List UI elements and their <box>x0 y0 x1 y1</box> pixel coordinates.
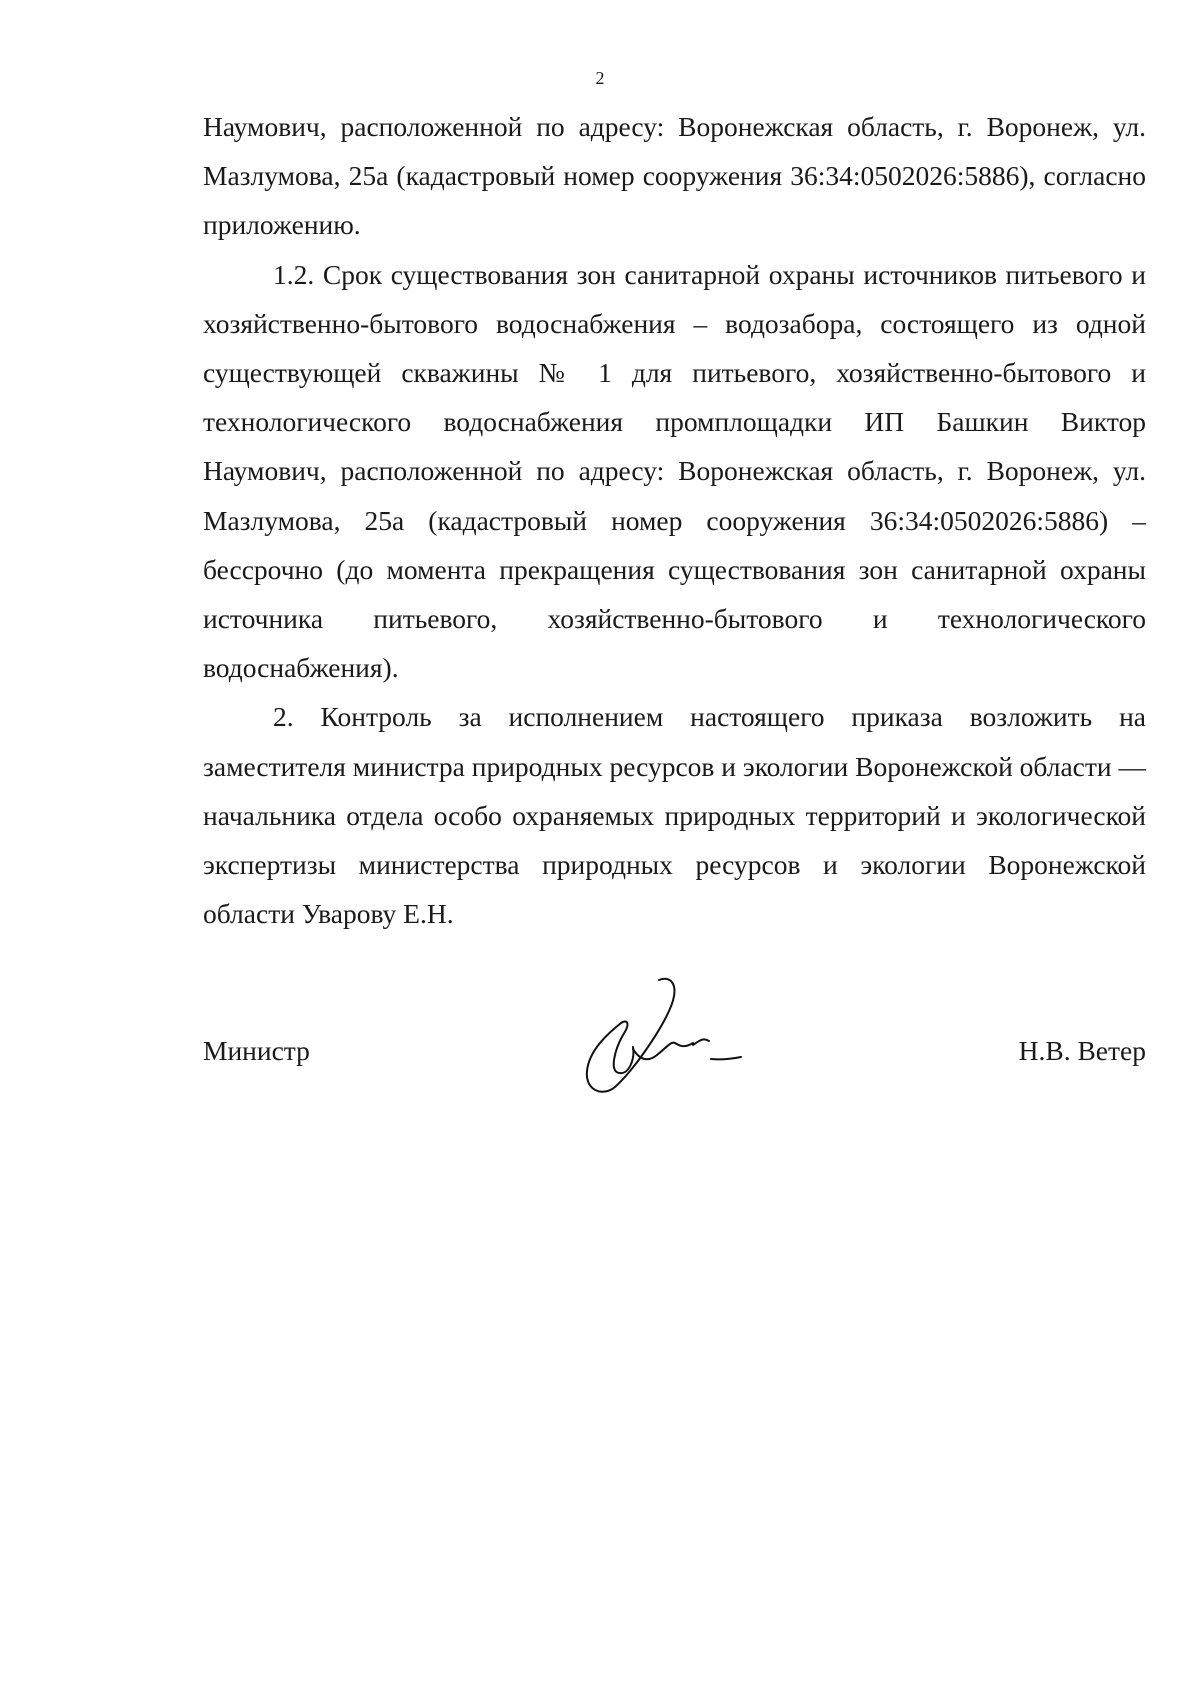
page-number: 2 <box>595 68 605 88</box>
paragraph-address-continuation: Наумович, расположенной по адресу: Воронежская область, г. Воронеж, ул. Мазлумова, 25а (кадастровый номер сооружения 36:34:0502026:5886), согласно приложению. <box>203 111 1146 241</box>
signatory-title: Министр <box>203 1035 310 1066</box>
document-body <box>203 102 1146 938</box>
signatory-name: Н.В. Ветер <box>1018 1035 1146 1066</box>
paragraph-2-control: 2. Контроль за исполнением настоящего приказа возложить на заместителя министра природных ресурсов и экологии Воронежской области — начальника отдела особо охраняемых природных территорий и экологической экспертизы министерства природных ресурсов и экологии Воронежской области Уварову Е.Н. <box>203 701 1146 930</box>
paragraph-1-2-term: 1.2. Срок существования зон санитарной охраны источников питьевого и хозяйственно-бытового водоснабжения – водозабора, состоящего из одной существующей скважины № 1 для питьевого, хозяйственно-бытового и технологического водоснабжения промплощадки ИП Башкин Виктор Наумович, расположенной по адресу: Воронежская область, г. Воронеж, ул. Мазлумова, 25а (кадастровый номер сооружения 36:34:0502026:5886) – бессрочно (до момента прекращения существования зон санитарной охраны источника питьевого, хозяйственно-бытового и технологического водоснабжения). <box>203 258 1146 684</box>
handwritten-signature <box>575 975 755 1095</box>
